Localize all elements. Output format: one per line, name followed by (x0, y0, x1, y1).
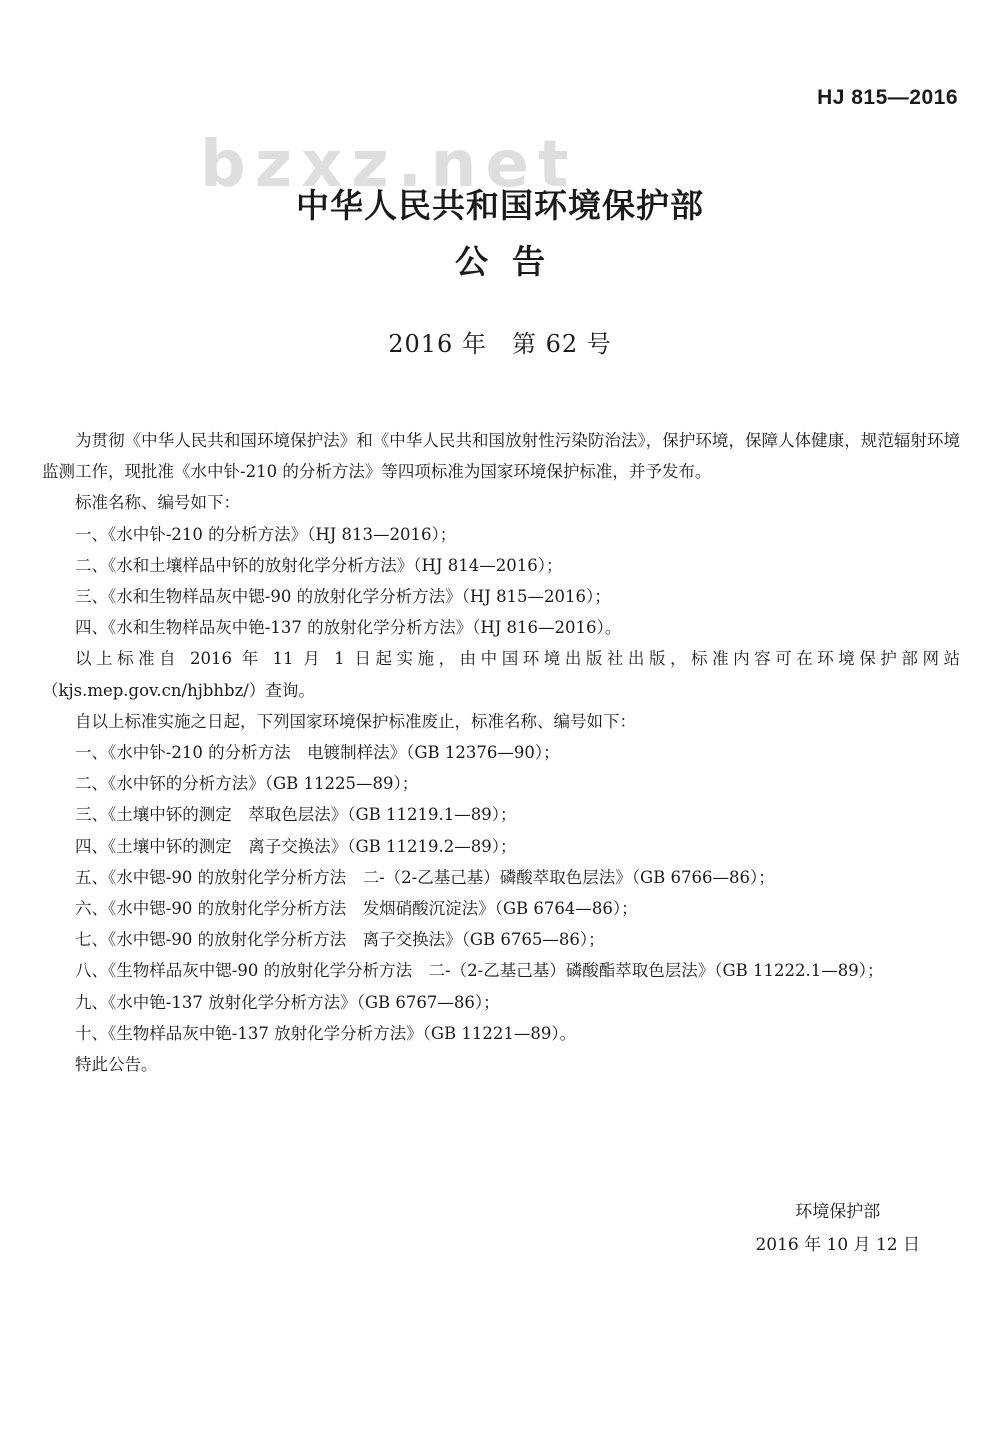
signature-organization: 环境保护部 (795, 1202, 881, 1222)
repealed-standard-item: 五、《水中锶-90 的放射化学分析方法 二-（2-乙基己基）磷酸萃取色层法》（GB 6766—86）； (75, 867, 775, 887)
new-standard-item: 一、《水中钋-210 的分析方法》（HJ 813—2016）； (75, 524, 457, 544)
paragraph-intro: 为贯彻《中华人民共和国环境保护法》和《中华人民共和国放射性污染防治法》，保护环境，保障人体健康，规范辐射环境监测工作，现批准《水中钋-210 的分析方法》等四项标准为国家环境保护标准，并予发布。 (42, 431, 960, 482)
repealed-standard-item: 九、《水中铯-137 放射化学分析方法》（GB 6767—86）； (75, 992, 500, 1012)
paragraph-effective-date: 以上标准自 2016 年 11 月 1 日起实施，由中国环境出版社出版，标准内容可在环境保护部网站（kjs.mep.gov.cn/hjbhbz/）查询。 (42, 649, 960, 700)
repealed-standard-item: 四、《土壤中钚的测定 离子交换法》（GB 11219.2—89）； (75, 836, 517, 856)
document-subtitle: 公告 (455, 242, 569, 281)
signature-date: 2016 年 10 月 12 日 (755, 1235, 920, 1255)
announcement-body (42, 425, 960, 1080)
paragraph-closing: 特此公告。 (75, 1055, 158, 1075)
repealed-standard-item: 八、《生物样品灰中锶-90 的放射化学分析方法 二-（2-乙基己基）磷酸酯萃取色层法》（GB 11222.1—89）； (75, 961, 884, 981)
paragraph-repeal-heading: 自以上标准实施之日起，下列国家环境保护标准废止，标准名称、编号如下： (75, 711, 636, 731)
repealed-standard-item: 三、《土壤中钚的测定 萃取色层法》（GB 11219.1—89）； (75, 805, 517, 825)
repealed-standard-item: 七、《水中锶-90 的放射化学分析方法 离子交换法》（GB 6765—86）； (75, 930, 605, 950)
new-standard-item: 二、《水和土壤样品中钚的放射化学分析方法》（HJ 814—2016）； (75, 555, 563, 575)
issue-number: 2016 年 第 62 号 (388, 330, 612, 358)
repealed-standard-item: 六、《水中锶-90 的放射化学分析方法 发烟硝酸沉淀法》（GB 6764—86）； (75, 899, 638, 919)
standard-code: HJ 815—2016 (817, 86, 958, 109)
paragraph-list-heading: 标准名称、编号如下： (75, 493, 240, 513)
repealed-standard-item: 一、《水中钋-210 的分析方法 电镀制样法》（GB 12376—90）； (75, 743, 560, 763)
watermark: bzxz.net (200, 128, 578, 202)
document-title: 中华人民共和国环境保护部 (296, 186, 704, 225)
new-standard-item: 三、《水和生物样品灰中锶-90 的放射化学分析方法》（HJ 815—2016）； (75, 587, 611, 607)
repealed-standard-item: 十、《生物样品灰中铯-137 放射化学分析方法》（GB 11221—89）。 (75, 1023, 577, 1043)
new-standard-item: 四、《水和生物样品灰中铯-137 的放射化学分析方法》（HJ 816—2016）。 (75, 618, 622, 638)
repealed-standard-item: 二、《水中钚的分析方法》（GB 11225—89）； (75, 774, 419, 794)
signature-block (755, 1196, 920, 1262)
